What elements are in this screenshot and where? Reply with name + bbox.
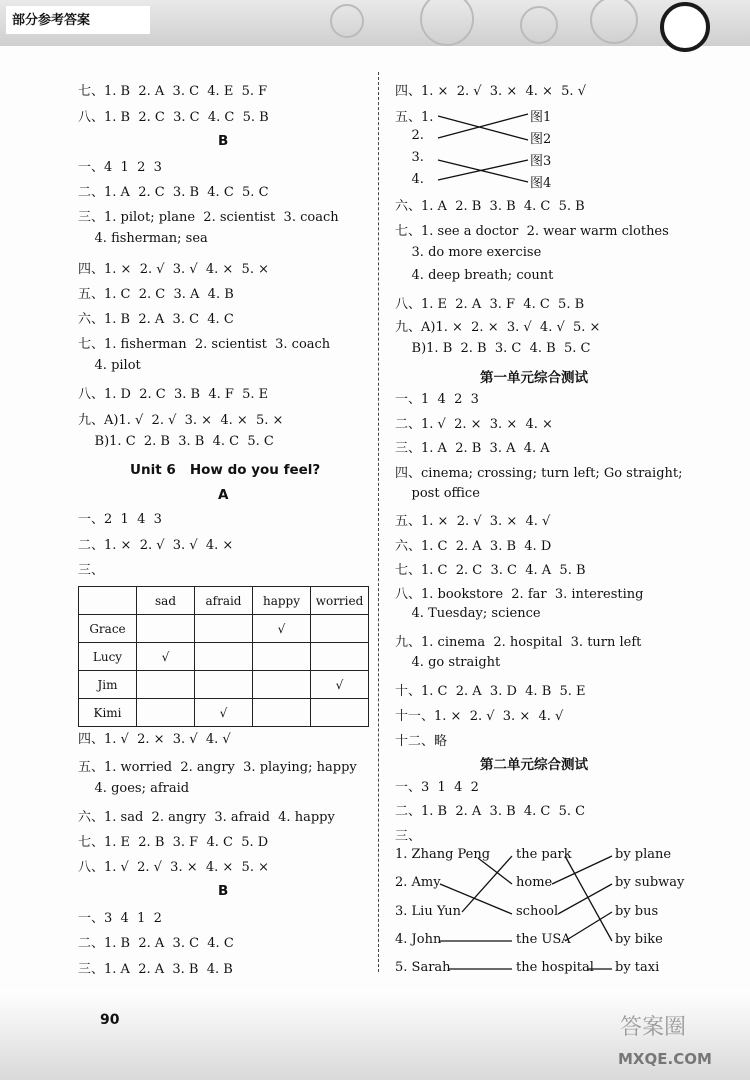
section-heading: Unit 6 How do you feel? (130, 462, 321, 478)
match-line (565, 856, 612, 941)
answer-line: 二、1. √ 2. × 3. × 4. × (395, 417, 553, 432)
answer-line: 七、1. E 2. B 3. F 4. C 5. D (78, 835, 269, 850)
answer-line: 八、1. D 2. C 3. B 4. F 5. E (78, 387, 269, 402)
answer-line: 5. Sarah (395, 960, 451, 975)
answer-line: 八、1. E 2. A 3. F 4. C 5. B (395, 297, 585, 312)
table-cell: Lucy (79, 643, 137, 671)
table-cell: √ (311, 671, 369, 699)
answer-line: B)1. C 2. B 3. B 4. C 5. C (78, 434, 274, 449)
answer-line: 4. Tuesday; science (395, 606, 541, 621)
answer-line: 二、1. A 2. C 3. B 4. C 5. C (78, 185, 269, 200)
answer-line: 二、1. × 2. √ 3. √ 4. × (78, 538, 234, 553)
answer-line: home (516, 875, 553, 890)
answer-line: 九、1. cinema 2. hospital 3. turn left (395, 635, 642, 650)
answer-line: 五、1. × 2. √ 3. × 4. √ (395, 514, 551, 529)
table-header-cell: sad (137, 587, 195, 615)
table-header-cell: happy (253, 587, 311, 615)
answer-line: 五、1. (395, 110, 434, 125)
section-heading: B (218, 133, 229, 149)
section-heading: 第一单元综合测试 (480, 370, 588, 386)
table-cell: Jim (79, 671, 137, 699)
answer-line: 三、 (395, 829, 422, 844)
watermark-url: MXQE.COM (618, 1050, 712, 1068)
answer-line: 3. do more exercise (395, 245, 542, 260)
answer-line: the USA (516, 932, 571, 947)
answer-line: 4. pilot (78, 358, 141, 373)
answer-line: by bus (615, 904, 659, 919)
answer-line: by plane (615, 847, 672, 862)
answer-line: 4. John (395, 932, 442, 947)
answer-line: 4. fisherman; sea (78, 231, 208, 246)
answer-line: 九、A)1. √ 2. √ 3. × 4. × 5. × (78, 413, 284, 428)
answer-line: 九、A)1. × 2. × 3. √ 4. √ 5. × (395, 320, 601, 335)
answer-line: 六、1. B 2. A 3. C 4. C (78, 312, 234, 327)
answer-line: B)1. B 2. B 3. C 4. B 5. C (395, 341, 591, 356)
answer-line: 八、1. bookstore 2. far 3. interesting (395, 587, 644, 602)
answer-line: 四、1. √ 2. × 3. √ 4. √ (78, 732, 231, 747)
answer-line: 图4 (530, 176, 552, 191)
answer-line: 七、1. B 2. A 3. C 4. E 5. F (78, 84, 268, 99)
answer-line: by bike (615, 932, 663, 947)
answer-line: 七、1. C 2. C 3. C 4. A 5. B (395, 563, 586, 578)
answer-line: 1. Zhang Peng (395, 847, 491, 862)
answer-line: 七、1. fisherman 2. scientist 3. coach (78, 337, 331, 352)
answer-line: 八、1. B 2. C 3. C 4. C 5. B (78, 110, 269, 125)
table-header-cell: worried (311, 587, 369, 615)
answer-line: 六、1. A 2. B 3. B 4. C 5. B (395, 199, 585, 214)
answer-line: 图2 (530, 132, 552, 147)
table-cell: Kimi (79, 699, 137, 727)
match-line (558, 884, 612, 914)
table-header-cell: afraid (195, 587, 253, 615)
answer-line: post office (395, 486, 480, 501)
section-heading: 第二单元综合测试 (480, 757, 588, 773)
answer-line: 八、1. √ 2. √ 3. × 4. × 5. × (78, 860, 269, 875)
answer-line: 六、1. sad 2. angry 3. afraid 4. happy (78, 810, 335, 825)
answer-line: 一、3 1 4 2 (395, 780, 479, 795)
answer-line: 图3 (530, 154, 552, 169)
header-title: 部分参考答案 (6, 6, 150, 34)
answer-line: 三、1. A 2. B 3. A 4. A (395, 441, 550, 456)
watermark-logo: 答案圈 (620, 1015, 687, 1040)
table-cell: √ (195, 699, 253, 727)
answer-line: 四、1. × 2. √ 3. × 4. × 5. √ (395, 84, 586, 99)
answer-line: by taxi (615, 960, 660, 975)
answer-line: 二、1. B 2. A 3. B 4. C 5. C (395, 804, 586, 819)
answer-line: 四、1. × 2. √ 3. √ 4. × 5. × (78, 262, 269, 277)
answer-line: the park (516, 847, 572, 862)
answer-line: 一、4 1 2 3 (78, 160, 162, 175)
answer-line: 七、1. see a doctor 2. wear warm clothes (395, 224, 669, 239)
answer-line: the hospital (516, 960, 594, 975)
match-line (438, 114, 528, 138)
answer-line: 三、1. A 2. A 3. B 4. B (78, 962, 233, 977)
answer-line: 五、1. worried 2. angry 3. playing; happy (78, 760, 357, 775)
answer-line: 4. deep breath; count (395, 268, 554, 283)
page-number: 90 (100, 1012, 120, 1028)
answer-line: 十一、1. × 2. √ 3. × 4. √ (395, 709, 564, 724)
answer-line: 六、1. C 2. A 3. B 4. D (395, 539, 552, 554)
answer-line: 2. (395, 128, 424, 143)
table-cell: Grace (79, 615, 137, 643)
answer-line: 4. go straight (395, 655, 501, 670)
answer-line: by subway (615, 875, 685, 890)
answer-line: 一、3 4 1 2 (78, 911, 162, 926)
answer-line: 四、cinema; crossing; turn left; Go straight; (395, 466, 683, 481)
table-cell: √ (137, 643, 195, 671)
section-heading: B (218, 883, 229, 899)
answer-line: 2. Amy (395, 875, 441, 890)
section-heading: A (218, 487, 229, 503)
table-cell: √ (253, 615, 311, 643)
answer-line: 一、2 1 4 3 (78, 512, 162, 527)
answer-line: 3. (395, 150, 424, 165)
answer-line: 十、1. C 2. A 3. D 4. B 5. E (395, 684, 586, 699)
answer-line: 三、 (78, 563, 105, 578)
answer-line: 一、1 4 2 3 (395, 392, 479, 407)
answer-line: 3. Liu Yun (395, 904, 462, 919)
answer-line: 十二、略 (395, 734, 448, 749)
answer-line: 4. (395, 172, 424, 187)
answer-line: 三、1. pilot; plane 2. scientist 3. coach (78, 210, 339, 225)
answer-line: 图1 (530, 110, 552, 125)
match-line (438, 116, 528, 140)
answer-line: 二、1. B 2. A 3. C 4. C (78, 936, 234, 951)
answer-line: school (516, 904, 559, 919)
answer-line: 4. goes; afraid (78, 781, 190, 796)
match-line (565, 912, 612, 941)
answer-line: 五、1. C 2. C 3. A 4. B (78, 287, 234, 302)
